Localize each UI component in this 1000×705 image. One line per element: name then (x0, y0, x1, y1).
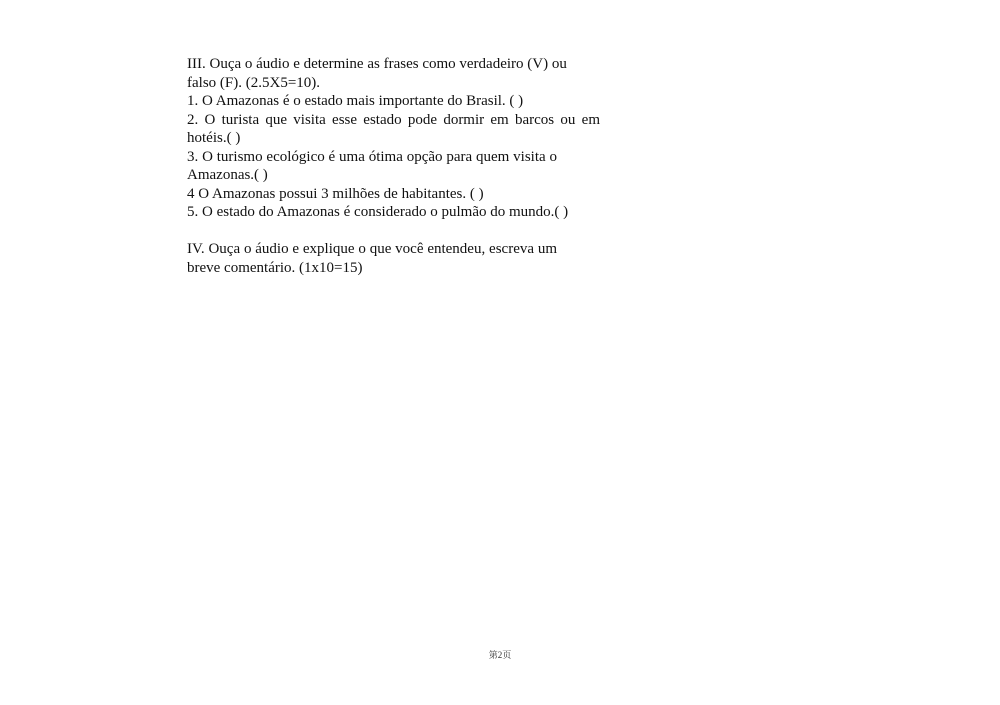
page-number: 第2页 (488, 650, 512, 660)
section-4 (187, 240, 600, 277)
question-3-text-line-2: Amazonas.( ) (187, 167, 268, 183)
question-5-text: 5. O estado do Amazonas é considerado o pulmão do mundo.( ) (187, 204, 569, 220)
question-item-3 (187, 148, 600, 185)
section-3 (187, 55, 600, 222)
section-3-heading-line-1: III. Ouça o áudio e determine as frases como verdadeiro (V) ou (187, 56, 567, 72)
question-4-text: 4 O Amazonas possui 3 milhões de habitantes. ( ) (187, 185, 484, 202)
section-4-line-1: IV. Ouça o áudio e explique o que você entendeu, escreva um (187, 241, 557, 257)
question-1-text: 1. O Amazonas é o estado mais importante do Brasil. ( ) (187, 93, 524, 109)
question-2-text-line-1: 2. O turista que visita esse estado pode dormir em barcos ou em (187, 111, 600, 128)
question-item-2 (187, 111, 600, 148)
section-spacer (187, 222, 600, 241)
question-3-text-line-1: 3. O turismo ecológico é uma ótima opção para quem visita o (187, 148, 557, 165)
question-2-text-line-2: hotéis.( ) (187, 130, 241, 146)
document-content (187, 55, 600, 277)
question-item-5 (187, 203, 600, 222)
section-4-line-2: breve comentário. (1x10=15) (187, 259, 363, 276)
question-item-4 (187, 185, 600, 204)
section-3-heading-line-2: falso (F). (2.5X5=10). (187, 74, 321, 91)
question-item-1 (187, 92, 600, 111)
